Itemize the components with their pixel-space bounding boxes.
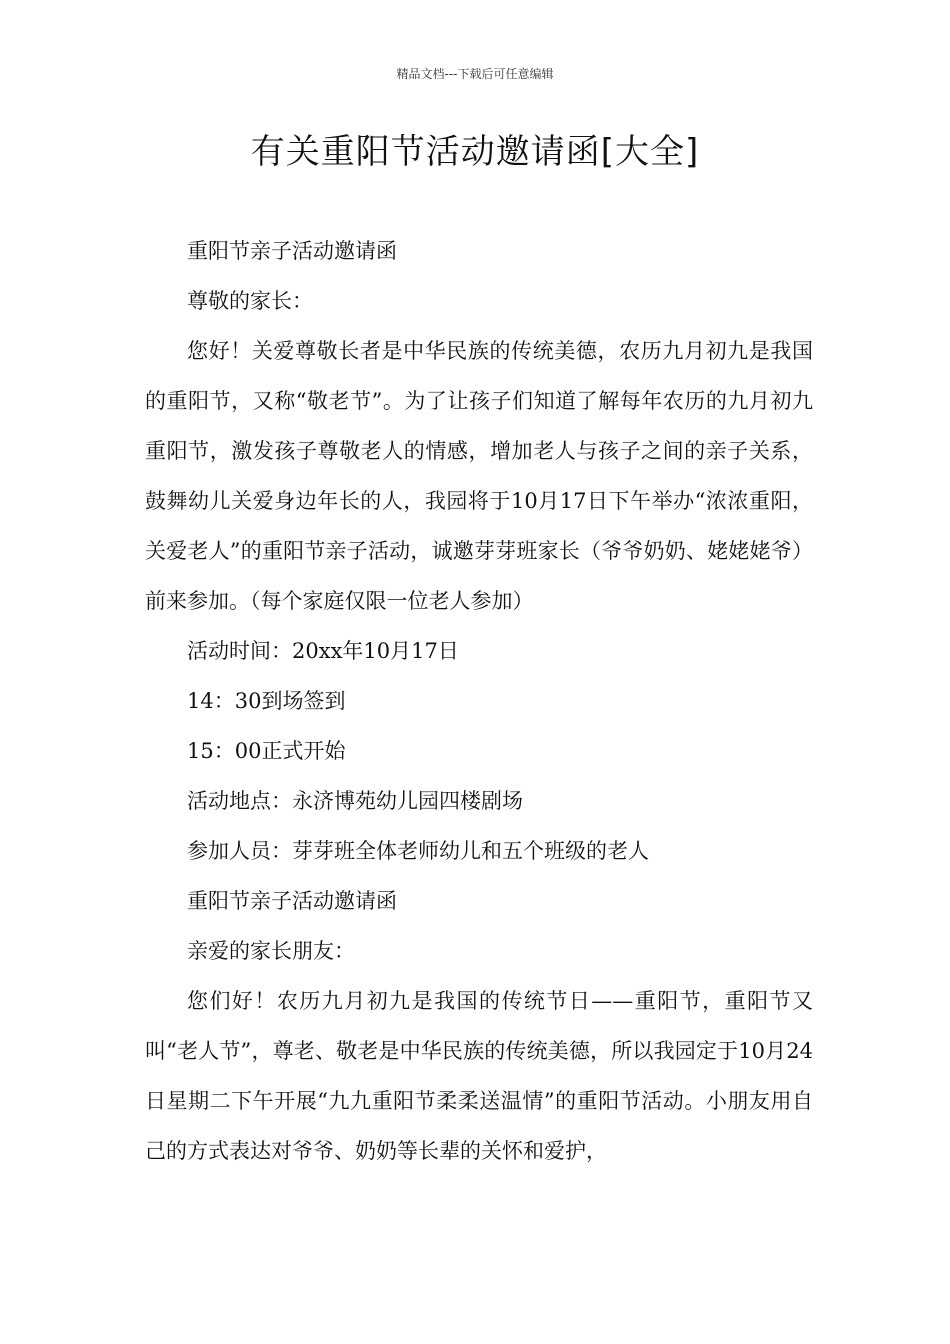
check-in-time: 14：30到场签到 bbox=[187, 689, 346, 713]
start-time: 15：00正式开始 bbox=[187, 739, 346, 763]
document-title: 有关重阳节活动邀请函[大全] bbox=[250, 132, 700, 172]
activity-time: 活动时间：20xx年10月17日 bbox=[187, 639, 459, 663]
participants: 参加人员：芽芽班全体老师幼儿和五个班级的老人 bbox=[187, 839, 649, 863]
document-body bbox=[145, 226, 813, 1176]
body-paragraph: 您好！关爱尊敬长者是中华民族的传统美德，农历九月初九是我国的重阳节，又称“敬老节”。为了让孩子们知道了解每年农历的九月初九重阳节，激发孩子尊敬老人的情感，增加老人与孩子之间的亲子关系，鼓舞幼儿关爱身边年长的人，我园将于10月17日下午举办“浓浓重阳，关爱老人”的重阳节亲子活动，诚邀芽芽班家长（爷爷奶奶、姥姥姥爷）前来参加。（每个家庭仅限一位老人参加） bbox=[145, 339, 813, 613]
activity-location: 活动地点：永济博苑幼儿园四楼剧场 bbox=[187, 789, 523, 813]
salutation: 亲爱的家长朋友： bbox=[187, 939, 355, 963]
section-heading: 重阳节亲子活动邀请函 bbox=[187, 239, 397, 263]
header-note: 精品文档---下载后可任意编辑 bbox=[396, 67, 554, 81]
salutation: 尊敬的家长： bbox=[187, 289, 313, 313]
section-heading: 重阳节亲子活动邀请函 bbox=[187, 889, 397, 913]
body-paragraph: 您们好！农历九月初九是我国的传统节日——重阳节，重阳节又叫“老人节”，尊老、敬老是中华民族的传统美德，所以我园定于10月24日星期二下午开展“九九重阳节柔柔送温情”的重阳节活动。小朋友用自己的方式表达对爷爷、奶奶等长辈的关怀和爱护， bbox=[145, 989, 813, 1163]
